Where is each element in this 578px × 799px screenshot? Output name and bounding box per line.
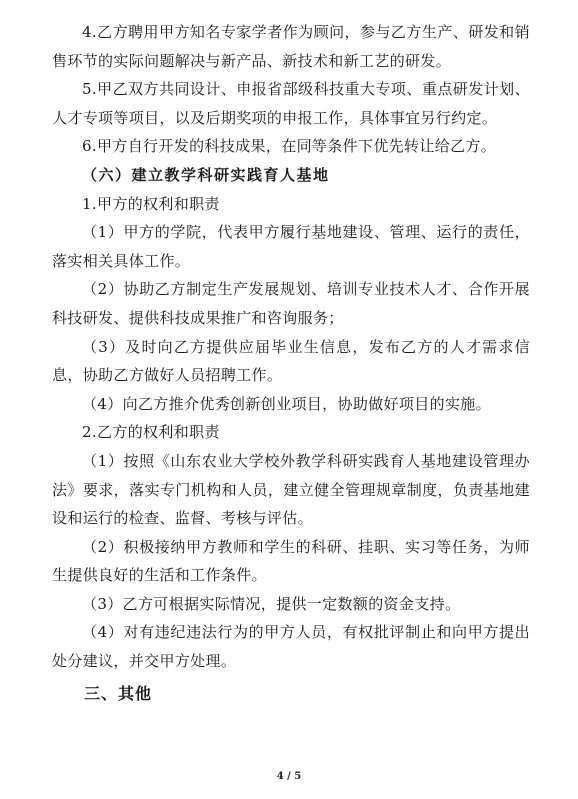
page-number: 4 / 5	[276, 771, 302, 782]
party-a-item-3: （3）及时向乙方提供应届毕业生信息，发布乙方的人才需求信息，协助乙方做好人员招聘工作。	[52, 337, 530, 385]
party-b-item-1: （1）按照《山东农业大学校外教学科研实践育人基地建设管理办法》要求，落实专门机构和人员，建立健全管理规章制度，负责基地建设和运行的检查、监督、考核与评估。	[52, 451, 530, 528]
party-a-item-2: （2）协助乙方制定生产发展规划、培训专业技术人才、合作开展科技研发、提供科技成果推广和咨询服务；	[52, 280, 530, 327]
subheading-party-b-duties: 2.乙方的权利和职责	[82, 423, 220, 442]
clause-5-joint-projects: 5.甲乙双方共同设计、申报省部级科技重大专项、重点研发计划、人才专项等项目，以及后期奖项的申报工作，具体事宜另行约定。	[52, 80, 530, 127]
section-heading-practice-base: （六）建立教学科研实践育人基地	[82, 165, 330, 184]
party-a-item-1: （1）甲方的学院，代表甲方履行基地建设、管理、运行的责任，落实相关具体工作。	[52, 223, 530, 270]
subheading-party-a-duties: 1.甲方的权利和职责	[82, 194, 220, 213]
party-b-item-3: （3）乙方可根据实际情况，提供一定数额的资金支持。	[82, 594, 461, 613]
clause-4-advisor: 4.乙方聘用甲方知名专家学者作为顾问，参与乙方生产、研发和销售环节的实际问题解决与新产品、新技术和新工艺的研发。	[52, 23, 530, 70]
clause-6-tech-transfer: 6.甲方自行开发的科技成果，在同等条件下优先转让给乙方。	[82, 137, 497, 156]
party-b-item-4: （4）对有违纪违法行为的甲方人员，有权批评制止和向甲方提出处分建议，并交甲方处理。	[52, 623, 530, 671]
party-b-item-2: （2）积极接纳甲方教师和学生的科研、挂职、实习等任务，为师生提供良好的生活和工作条件。	[52, 537, 530, 585]
document-body	[52, 18, 530, 708]
section-heading-other: 三、其他	[84, 683, 153, 703]
party-a-item-4: （4）向乙方推介优秀创新创业项目，协助做好项目的实施。	[82, 394, 491, 413]
